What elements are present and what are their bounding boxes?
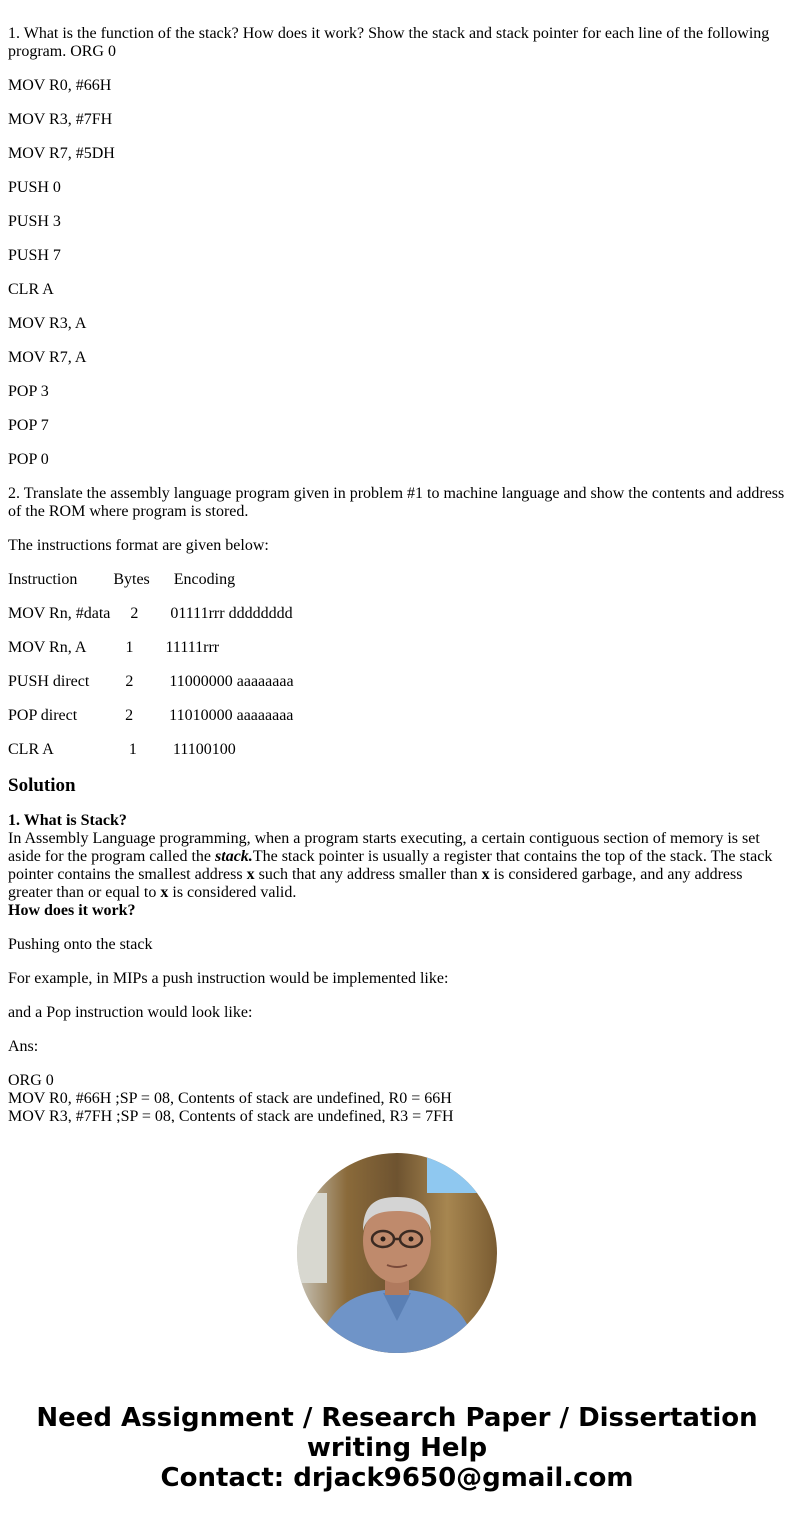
promo-line: writing Help [306, 1433, 488, 1463]
answer-line: MOV R0, #66H ;SP = 08, Contents of stack are undefined, R0 = 66H [8, 1090, 452, 1107]
what-is-stack-heading [8, 812, 786, 830]
format-intro: The instructions format are given below: [8, 537, 269, 554]
instruction-format-table [8, 571, 786, 759]
format-row: MOV Rn, A 1 11111rrr [8, 639, 220, 656]
promo-line: Need Assignment / Research Paper / Dissertation [36, 1403, 758, 1433]
solution-block [8, 812, 786, 920]
format-row: MOV Rn, #data 2 01111rrr dddddddd [8, 605, 293, 622]
promo-contact: Contact: drjack9650@gmail.com [160, 1463, 634, 1493]
ans-label: Ans: [8, 1038, 39, 1055]
stack-paragraph-part: such that any address smaller than [254, 866, 482, 883]
how-it-works-heading [8, 902, 786, 920]
variable-x: x [481, 866, 490, 883]
variable-x: x [160, 884, 169, 901]
program-line: PUSH 0 [8, 179, 61, 196]
answer-line: MOV R3, #7FH ;SP = 08, Contents of stack are undefined, R3 = 7FH [8, 1108, 454, 1123]
format-row: CLR A 1 11100100 [8, 741, 236, 758]
stack-paragraph [8, 830, 786, 902]
person-portrait-icon [297, 1153, 497, 1353]
program-line: POP 3 [8, 383, 49, 400]
program-line: CLR A [8, 281, 54, 298]
stack-term: stack. [215, 848, 253, 865]
solution-heading: Solution [8, 775, 76, 796]
stack-paragraph-part: is considered valid. [168, 884, 297, 901]
program-line: MOV R7, #5DH [8, 145, 115, 162]
question-1-intro: 1. What is the function of the stack? How does it work? Show the stack and stack pointer for each line of the following program. ORG 0 [8, 25, 770, 60]
format-row: PUSH direct 2 11000000 aaaaaaaa [8, 673, 294, 690]
program-line: PUSH 3 [8, 213, 61, 230]
promo-banner [0, 1403, 794, 1493]
answer-listing [8, 1072, 786, 1123]
portrait-graphic [297, 1153, 497, 1353]
question-2-intro: 2. Translate the assembly language program given in problem #1 to machine language and show the contents and address of the ROM where program is stored. [8, 485, 785, 520]
program-line: MOV R0, #66H [8, 77, 112, 94]
variable-x: x [246, 866, 255, 883]
mips-push-text: For example, in MIPs a push instruction would be implemented like: [8, 970, 449, 987]
program-line: POP 0 [8, 451, 49, 468]
program-line: MOV R3, #7FH [8, 111, 113, 128]
document-body [8, 25, 786, 1123]
stack-paragraph-part: In Assembly Language programming, when a program starts executing, a certain contiguous section of memory is set aside for the program called the [8, 830, 760, 865]
program-line: POP 7 [8, 417, 49, 434]
pop-text: and a Pop instruction would look like: [8, 1004, 253, 1021]
what-is-stack-heading-text: 1. What is Stack? [8, 812, 127, 829]
answer-line: ORG 0 [8, 1072, 54, 1089]
program-line: MOV R7, A [8, 349, 87, 366]
stack-paragraph-part: The stack pointer is usually a register that contains the top of the stack. The stack pointer contains the smallest address [8, 848, 773, 883]
program-line: PUSH 7 [8, 247, 61, 264]
program-listing [8, 77, 786, 469]
program-line: MOV R3, A [8, 315, 87, 332]
format-row: Instruction Bytes Encoding [8, 571, 236, 588]
format-row: POP direct 2 11010000 aaaaaaaa [8, 707, 294, 724]
pushing-text: Pushing onto the stack [8, 936, 153, 953]
how-it-works-heading-text: How does it work? [8, 902, 136, 919]
stack-paragraph-part: is considered garbage, and any address greater than or equal to [8, 866, 743, 901]
